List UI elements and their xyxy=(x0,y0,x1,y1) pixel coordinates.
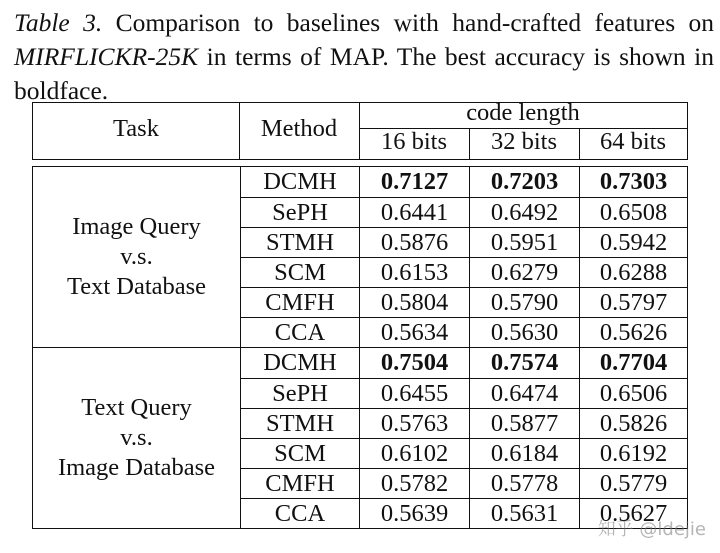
map-value-cell: 0.5779 xyxy=(579,469,687,498)
table-caption xyxy=(14,6,714,108)
table-body xyxy=(32,166,688,529)
map-value-cell: 0.6441 xyxy=(359,198,469,227)
header-bits-16: 16 bits xyxy=(380,128,448,155)
table-row xyxy=(241,287,687,317)
method-cell: STMH xyxy=(265,410,335,437)
method-cell: SePH xyxy=(272,199,328,226)
header-bits-64: 64 bits xyxy=(599,128,667,155)
map-value-cell: 0.7127 xyxy=(359,167,469,197)
table-row xyxy=(241,227,687,257)
map-value-cell: 0.7574 xyxy=(469,348,579,378)
method-cell: SCM xyxy=(274,259,326,286)
map-value-cell: 0.6184 xyxy=(469,439,579,468)
map-value-cell: 0.5631 xyxy=(469,499,579,528)
table-row xyxy=(241,378,687,408)
method-cell: CCA xyxy=(274,319,326,346)
header-method: Method xyxy=(260,115,338,142)
method-cell: DCMH xyxy=(263,168,337,195)
results-table xyxy=(32,99,688,529)
table-row xyxy=(241,408,687,438)
map-value-cell: 0.5630 xyxy=(469,318,579,347)
map-value-cell: 0.5790 xyxy=(469,288,579,317)
method-cell: CMFH xyxy=(265,470,335,497)
map-value-cell: 0.5877 xyxy=(469,409,579,438)
task-line: Image Query xyxy=(72,213,201,240)
map-value-cell: 0.5797 xyxy=(579,288,687,317)
table-row xyxy=(241,167,687,197)
map-value-cell: 0.5782 xyxy=(359,469,469,498)
map-value-cell: 0.7303 xyxy=(579,167,687,197)
table-row xyxy=(241,197,687,227)
method-cell: CMFH xyxy=(265,289,335,316)
caption-text-before: Comparison to baselines with hand-crafted features on xyxy=(102,8,714,37)
table-row xyxy=(241,468,687,498)
table-row xyxy=(241,438,687,468)
table-header xyxy=(32,99,688,160)
task-line: Text Query xyxy=(81,394,192,421)
map-value-cell: 0.5626 xyxy=(579,318,687,347)
map-value-cell: 0.6102 xyxy=(359,439,469,468)
map-value-cell: 0.7704 xyxy=(579,348,687,378)
map-value-cell: 0.5826 xyxy=(579,409,687,438)
header-bits-32: 32 bits xyxy=(490,128,558,155)
header-task: Task xyxy=(113,115,159,142)
method-cell: SePH xyxy=(272,380,328,407)
map-value-cell: 0.6508 xyxy=(579,198,687,227)
map-value-cell: 0.5639 xyxy=(359,499,469,528)
map-value-cell: 0.7504 xyxy=(359,348,469,378)
watermark: 知乎 @ldejie xyxy=(597,519,706,540)
map-value-cell: 0.6506 xyxy=(579,379,687,408)
map-value-cell: 0.5942 xyxy=(579,228,687,257)
map-value-cell: 0.6492 xyxy=(469,198,579,227)
map-value-cell: 0.5876 xyxy=(359,228,469,257)
caption-dataset: MIRFLICKR-25K xyxy=(14,42,199,71)
map-value-cell: 0.6279 xyxy=(469,258,579,287)
caption-text-after: in terms of MAP. The best accuracy is shown in boldface. xyxy=(14,42,714,105)
map-value-cell: 0.6474 xyxy=(469,379,579,408)
map-value-cell: 0.5627 xyxy=(579,499,687,528)
map-value-cell: 0.6455 xyxy=(359,379,469,408)
table-row xyxy=(241,317,687,347)
row-group xyxy=(33,167,687,347)
map-value-cell: 0.6153 xyxy=(359,258,469,287)
task-cell xyxy=(33,348,241,528)
task-line: v.s. xyxy=(120,424,153,451)
method-cell: SCM xyxy=(274,440,326,467)
method-cell: CCA xyxy=(274,500,326,527)
task-line: v.s. xyxy=(120,243,153,270)
map-value-cell: 0.5951 xyxy=(469,228,579,257)
task-line: Text Database xyxy=(66,273,207,300)
map-value-cell: 0.5778 xyxy=(469,469,579,498)
map-value-cell: 0.6192 xyxy=(579,439,687,468)
task-line: Image Database xyxy=(57,454,216,481)
map-value-cell: 0.5804 xyxy=(359,288,469,317)
method-cell: STMH xyxy=(265,229,335,256)
map-value-cell: 0.6288 xyxy=(579,258,687,287)
method-cell: DCMH xyxy=(263,349,337,376)
map-value-cell: 0.7203 xyxy=(469,167,579,197)
table-row xyxy=(241,348,687,378)
map-value-cell: 0.5763 xyxy=(359,409,469,438)
map-value-cell: 0.5634 xyxy=(359,318,469,347)
task-cell xyxy=(33,167,241,347)
header-code-length: code length xyxy=(466,99,580,126)
row-group xyxy=(33,347,687,528)
caption-label: Table 3. xyxy=(14,8,103,37)
table-row xyxy=(241,257,687,287)
